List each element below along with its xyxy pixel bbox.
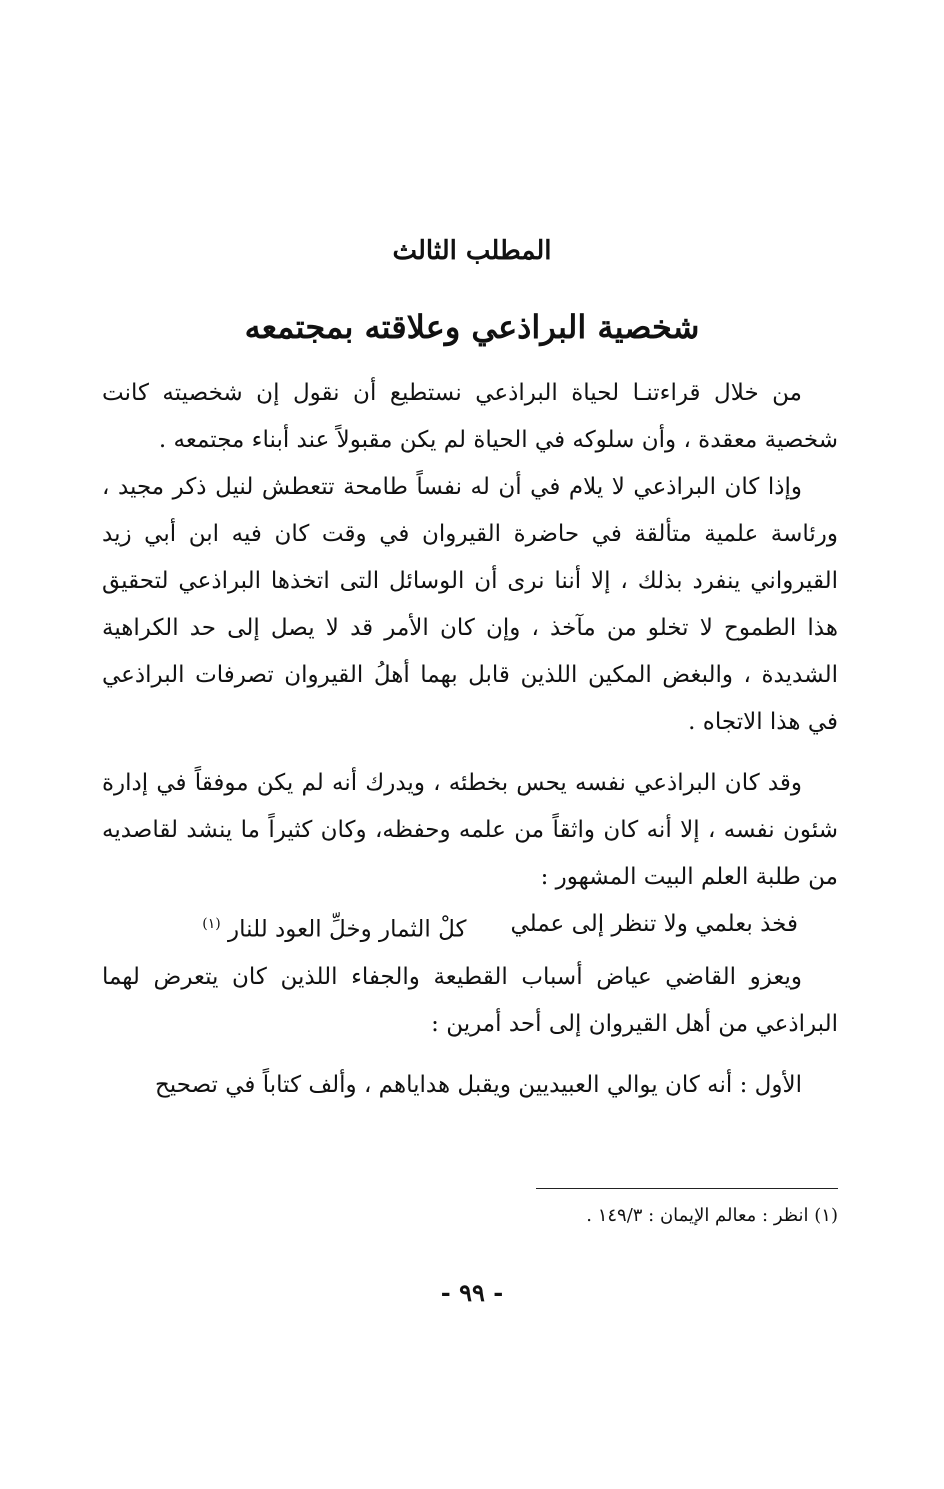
paragraph: ويعزو القاضي عياض أسباب القطيعة والجفاء اللذين كان يتعرض لهما البراذعي من أهل القيروان إلى أحد أمرين :	[102, 963, 838, 1037]
verse-first-hemistich: فخذ بعلمي ولا تنظر إلى عملي	[510, 911, 798, 937]
footnote: (١) انظر : معالم الإيمان : ١٤٩/٣ .	[586, 1205, 838, 1226]
paragraph: الأول : أنه كان يوالي العبيديين ويقبل هداياهم ، وألف كتاباً في تصحيح	[154, 1071, 802, 1098]
page-number: - ٩٩ -	[440, 1278, 504, 1307]
paragraph: من خلال قراءتنـا لحياة البراذعي نستطيع أن نقول إن شخصيته كانت شخصية معقدة ، وأن سلوكه في الحياة لم يكن مقبولاً عند أبناء مجتمعه .	[102, 380, 838, 453]
verse-second-hemistich: كلْ الثمار وخلِّ العود للنار $^{(١)}$	[202, 916, 467, 943]
footnote-separator	[536, 1188, 838, 1189]
paragraph: وقد كان البراذعي نفسه يحس بخطئه ، ويدرك أنه لم يكن موفقاً في إدارة شئون نفسه ، إلا أنه كان واثقاً من علمه وحفظه، وكان كثيراً ما ينشد لقاصديه من طلبة العلم البيت المشهور :	[102, 770, 838, 890]
section-label: المطلب الثالث	[392, 236, 552, 266]
body-text	[102, 370, 838, 1109]
chapter-title: شخصية البراذعي وعلاقته بمجتمعه	[244, 308, 700, 346]
poetry-verse	[102, 901, 838, 954]
paragraph: وإذا كان البراذعي لا يلام في أن له نفساً طامحة تتعطش لنيل ذكر مجيد ، ورئاسة علمية متألقة في حاضرة القيروان في وقت كان فيه ابن أبي زيد القيرواني ينفرد بذلك ، إلا أننا نرى أن الوسائل التى اتخذها البراذعي لتحقيق هذا الطموح لا تخلو من مآخذ ، وإن كان الأمر قد لا يصل إلى حد الكراهية الشديدة ، والبغض المكين اللذين قابل بهما أهلُ القيروان تصرفات البراذعي في هذا الاتجاه .	[102, 474, 838, 735]
footnote-marker: (١)	[202, 916, 221, 932]
